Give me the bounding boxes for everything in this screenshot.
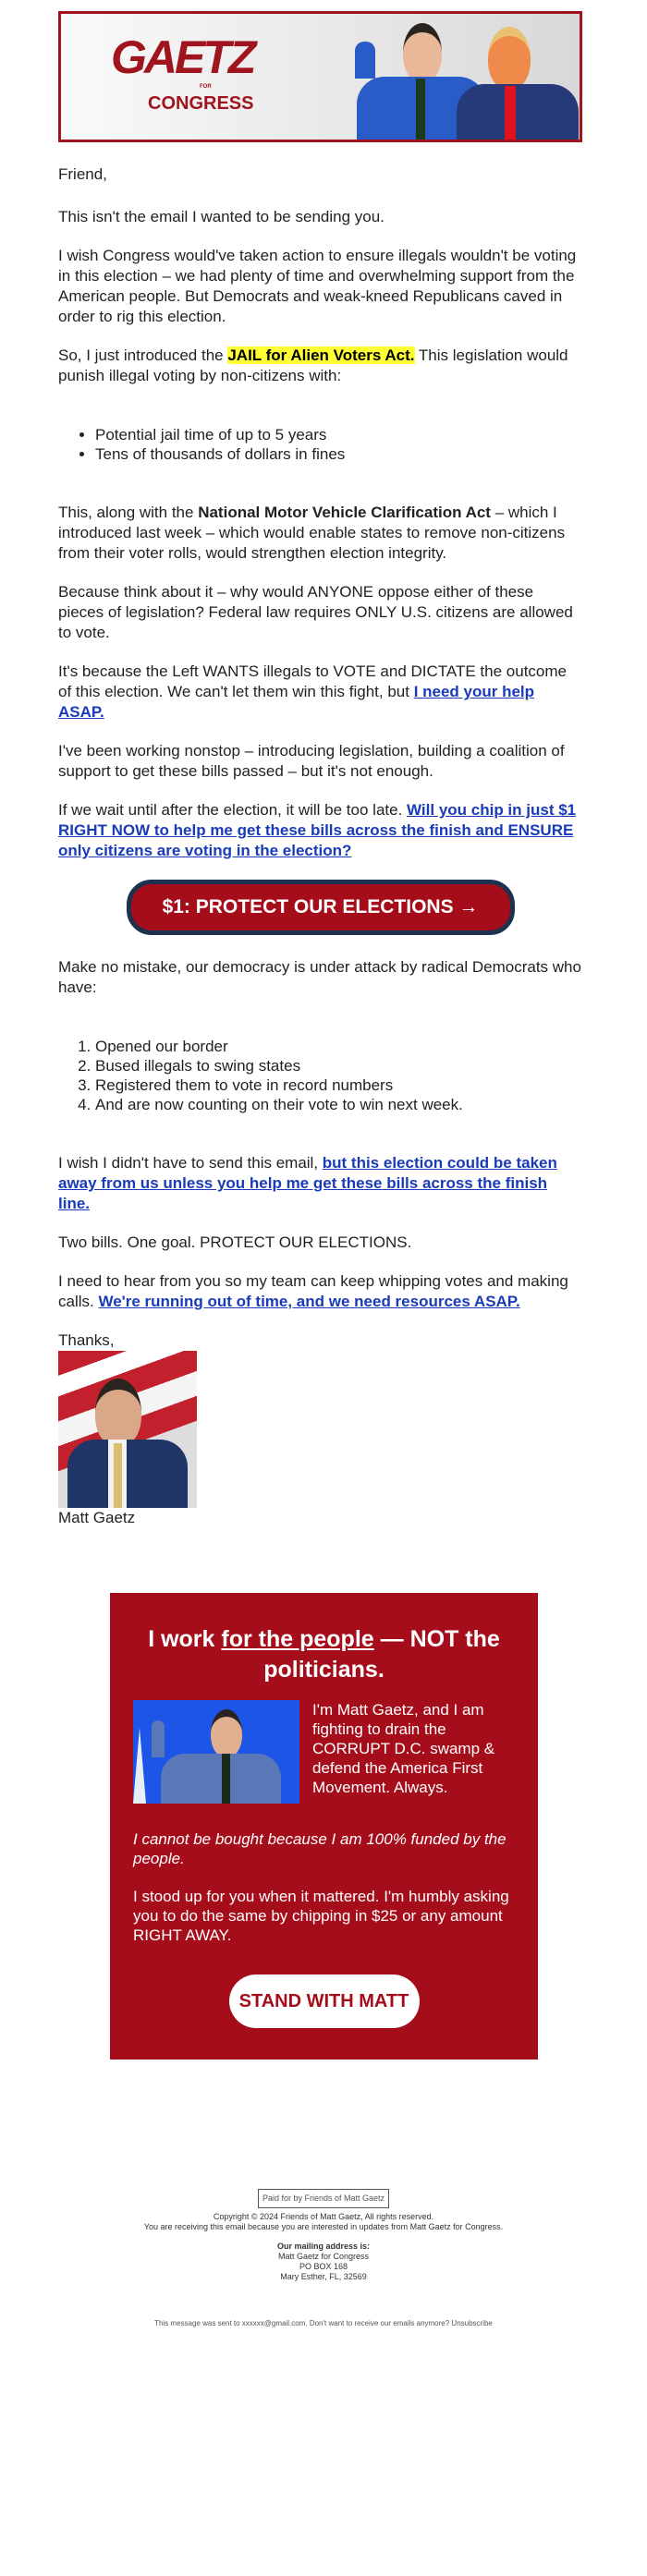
chip-in-link[interactable]: Will you chip in just $1 RIGHT NOW to help me get these bills across the finish and ENSURE only citizens are voting in the election? — [58, 801, 577, 859]
logo-congress: CONGRESS — [148, 93, 254, 114]
resources-asap-link[interactable]: We're running out of time, and we need resources ASAP. — [98, 1293, 520, 1310]
highlighted-act-name: JAIL for Alien Voters Act. — [227, 346, 415, 364]
promo-photo — [133, 1700, 299, 1804]
election-taken-link[interactable]: but this election could be taken away from us unless you help me get these bills across the finish line. — [58, 1154, 557, 1212]
promo-title: I work for the people — NOT the politicians. — [148, 1626, 500, 1683]
list-item: 4. And are now counting on their vote to win next week. — [95, 1095, 582, 1114]
numbered-list — [58, 1037, 582, 1114]
stand-with-matt-button[interactable]: STAND WITH MATT — [229, 1975, 420, 2028]
promo-ask: I stood up for you when it mattered. I'm humbly asking you to do the same by chipping in $25 or any amount RIGHT AWAY. — [133, 1888, 509, 1944]
bold-act-name: National Motor Vehicle Clarification Act — [198, 504, 491, 521]
email-body — [58, 164, 582, 1528]
paragraph: Two bills. One goal. PROTECT OUR ELECTIONS. — [58, 1233, 412, 1251]
greeting: Friend, — [58, 165, 107, 183]
help-asap-link[interactable]: I need your help ASAP. — [58, 683, 535, 721]
list-item: • Tens of thousands of dollars in fines — [95, 444, 582, 464]
paragraph: I've been working nonstop – introducing legislation, building a coalition of support to get these bills passed – but it's not enough. — [58, 742, 565, 780]
footer — [0, 2189, 647, 2282]
paragraph: It's because the Left WANTS illegals to VOTE and DICTATE the outcome of this election. We can't let them win this fight, but I need your help ASAP. — [58, 662, 567, 721]
promo-box — [110, 1593, 538, 2060]
paragraph: Make no mistake, our democracy is under attack by radical Democrats who have: — [58, 958, 581, 996]
logo-for: FOR — [200, 84, 212, 90]
header-banner — [58, 11, 582, 142]
paragraph: If we wait until after the election, it will be too late. Will you chip in just $1 RIGHT NOW to help me get these bills across the finish and ENSURE only citizens are voting in the election? — [58, 801, 577, 859]
promo-intro: I'm Matt Gaetz, and I am fighting to drain the CORRUPT D.C. swamp & defend the America First Movement. Always. — [312, 1701, 495, 1796]
banner-photo-trump — [449, 14, 579, 140]
protect-elections-button[interactable]: $1: PROTECT OUR ELECTIONS → — [127, 880, 515, 935]
signature-name: Matt Gaetz — [58, 1509, 136, 1526]
promo-italic: I cannot be bought because I am 100% funded by the people. — [133, 1830, 507, 1867]
signature-photo — [58, 1351, 197, 1508]
paragraph: This, along with the National Motor Vehicle Clarification Act – which I introduced last week – which would enable states to remove non-citizens from their voter rolls, would strengthen election integrity. — [58, 504, 566, 562]
signoff: Thanks, — [58, 1331, 115, 1349]
subscription-reason: You are receiving this email because you are interested in updates from Matt Gaetz for Congress. — [143, 2222, 504, 2231]
paragraph: Because think about it – why would ANYONE oppose either of these pieces of legislation? Federal law requires ONLY U.S. citizens are allowed to vote. — [58, 583, 573, 641]
address-label: Our mailing address is: — [276, 2242, 371, 2251]
address-line: Mary Esther, FL, 32569 — [280, 2272, 367, 2281]
paragraph: This isn't the email I wanted to be sending you. — [58, 208, 385, 225]
address-line: PO BOX 168 — [299, 2262, 348, 2271]
paragraph: I need to hear from you so my team can keep whipping votes and making calls. We're running out of time, and we need resources ASAP. — [58, 1272, 568, 1310]
copyright: Copyright © 2024 Friends of Matt Gaetz, All rights reserved. — [213, 2212, 434, 2221]
paragraph: I wish Congress would've taken action to ensure illegals wouldn't be voting in this election – we had plenty of time and overwhelming support from the American people. But Democrats and weak-kneed Republicans caved in order to rig this election. — [58, 247, 577, 325]
paragraph: I wish I didn't have to send this email, but this election could be taken away from us unless you help me get these bills across the finish line. — [58, 1154, 557, 1212]
list-item: 1. Opened our border — [95, 1037, 582, 1056]
list-item: 2. Bused illegals to swing states — [95, 1056, 582, 1075]
unsubscribe-line[interactable]: This message was sent to xxxxxx@gmail.com. Don't want to receive our emails anymore? Unsubscribe — [154, 2319, 493, 2327]
logo-gaetz: GAETZ — [111, 31, 254, 83]
paragraph: So, I just introduced the JAIL for Alien Voters Act. This legislation would punish illegal voting by non-citizens with: — [58, 346, 568, 384]
list-item: • Potential jail time of up to 5 years — [95, 425, 582, 444]
list-item: 3. Registered them to vote in record numbers — [95, 1075, 582, 1095]
bullet-list — [58, 425, 582, 464]
paid-for-disclaimer: Paid for by Friends of Matt Gaetz — [258, 2189, 389, 2208]
address-line: Matt Gaetz for Congress — [277, 2252, 370, 2261]
